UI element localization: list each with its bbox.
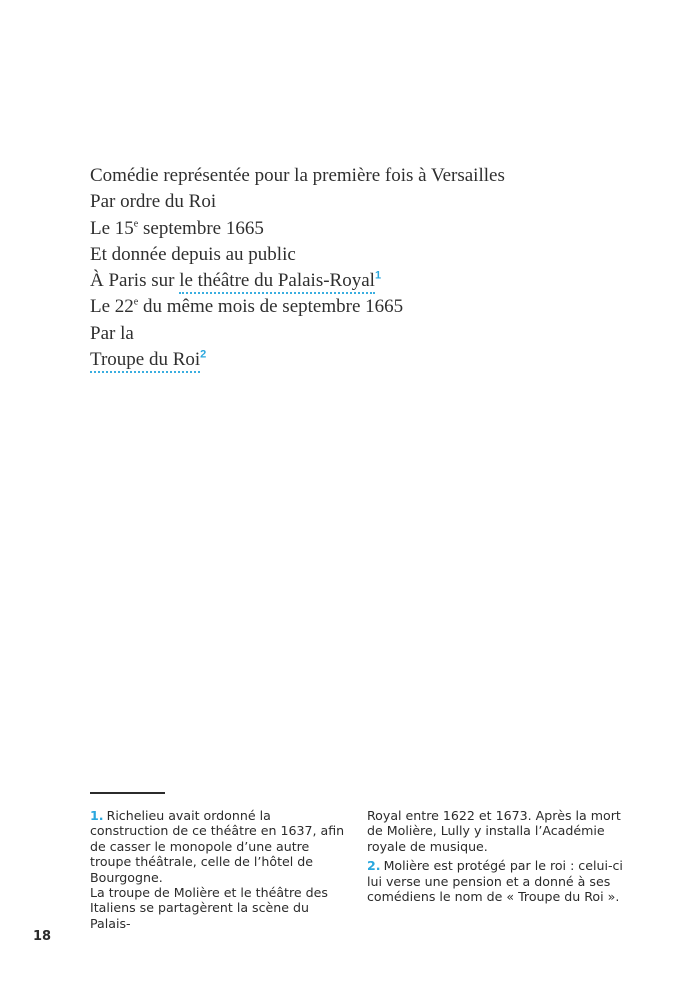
ordinal-superscript-2: e — [133, 297, 139, 309]
ordinal-superscript: e — [133, 218, 139, 230]
title-line-4: Et donnée depuis au public — [90, 243, 296, 265]
footnote-1-continuation: Royal entre 1622 et 1673. Après la mort de Molière, Lully y installa l’Académie royale de musique. — [367, 808, 621, 854]
footnote-2-number: 2. — [367, 858, 381, 874]
title-line-7: Par la — [90, 322, 134, 344]
title-page-block — [90, 163, 650, 373]
title-line-8 — [90, 347, 650, 373]
date-prefix: Le 15 — [90, 217, 134, 239]
title-line-3 — [90, 216, 650, 242]
footnote-separator — [90, 792, 165, 794]
title-line-6 — [90, 294, 650, 320]
footnote-2 — [367, 858, 629, 904]
footnote-2-text: Molière est protégé par le roi : celui-ci lui verse une pension et a donné à ses comédiens le nom de « Troupe du Roi ». — [367, 858, 623, 905]
place-prefix: À Paris sur — [90, 270, 180, 292]
footnotes-left-column — [90, 808, 352, 931]
date-suffix: septembre 1665 — [138, 217, 264, 239]
troupe-du-roi-link[interactable]: Troupe du Roi — [90, 349, 200, 373]
title-line-2: Par ordre du Roi — [90, 191, 217, 213]
page-number: 18 — [33, 929, 52, 944]
footnote-1-text-b: La troupe de Molière et le théâtre des Italiens se partagèrent la scène du Palais- — [90, 885, 328, 931]
footnote-1-text-a: Richelieu avait ordonné la construction de ce théâtre en 1637, afin de casser le monopole d’une autre troupe théâtrale, celle de l’hôtel de Bourgogne. — [90, 808, 345, 885]
footnote-ref-2[interactable]: 2 — [200, 348, 207, 361]
title-line-1: Comédie représentée pour la première fois à Versailles — [90, 165, 505, 186]
date2-prefix: Le 22 — [90, 296, 134, 318]
title-line-5 — [90, 268, 650, 294]
palais-royal-link[interactable]: le théâtre du Palais-Royal — [179, 270, 375, 294]
footnote-1-number: 1. — [90, 808, 104, 823]
date2-suffix: du même mois de septembre 1665 — [138, 296, 404, 318]
footnotes-right-column — [367, 808, 629, 904]
footnote-ref-1[interactable]: 1 — [374, 269, 382, 282]
footnote-1-start — [90, 808, 352, 885]
